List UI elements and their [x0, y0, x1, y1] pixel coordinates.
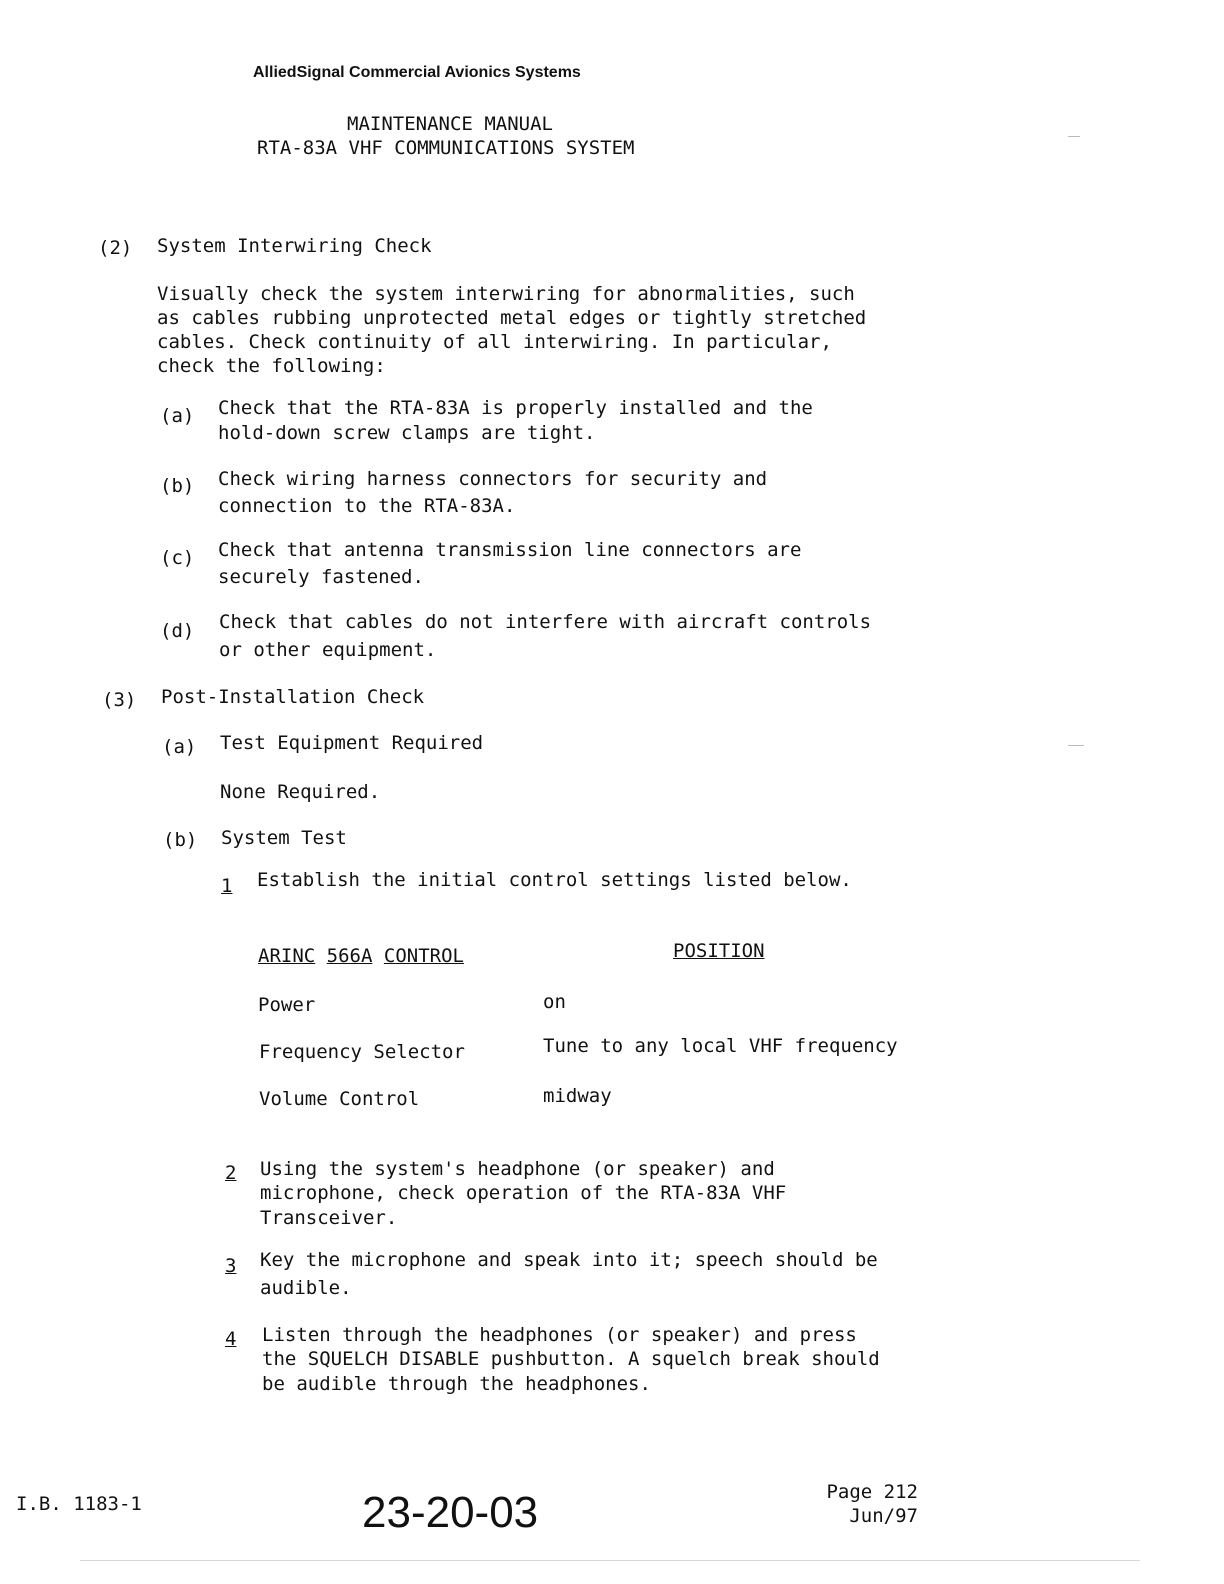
- item-d-line: Check that cables do not interfere with aircraft controls: [219, 611, 872, 633]
- section2-paragraph-line: Visually check the system interwiring for abnormalities, such: [157, 283, 855, 305]
- step4-number: 4: [225, 1328, 237, 1350]
- scan-mark: [1068, 136, 1080, 137]
- item-c-label: (c): [160, 547, 195, 569]
- system-title: RTA-83A VHF COMMUNICATIONS SYSTEM: [257, 137, 635, 159]
- footer-ib-number: I.B. 1183-1: [16, 1493, 142, 1515]
- footer-date: Jun/97: [849, 1505, 918, 1527]
- table-row-control: Volume Control: [259, 1088, 420, 1110]
- header-arinc: ARINC: [258, 945, 316, 967]
- section3-title: Post-Installation Check: [161, 686, 425, 708]
- step2-line: microphone, check operation of the RTA-83A VHF: [260, 1182, 787, 1204]
- footer-document-number: 23-20-03: [362, 1488, 539, 1537]
- scan-mark: [1068, 745, 1084, 746]
- table-row-position: midway: [543, 1085, 612, 1107]
- section3-b-title: System Test: [221, 827, 347, 849]
- item-a-label: (a): [160, 405, 195, 427]
- item-b-line: connection to the RTA-83A.: [218, 495, 516, 517]
- section3-b-label: (b): [163, 829, 198, 851]
- section3-a-body: None Required.: [220, 781, 381, 803]
- section2-title: System Interwiring Check: [157, 235, 432, 257]
- table-row-control: Power: [258, 994, 316, 1016]
- step4-line: be audible through the headphones.: [262, 1373, 651, 1395]
- header-566a: 566A: [326, 945, 373, 967]
- table-row-position: on: [543, 991, 566, 1013]
- company-name: AlliedSignal Commercial Avionics Systems: [253, 64, 581, 81]
- section2-number: (2): [98, 237, 133, 259]
- section2-paragraph-line: check the following:: [157, 355, 386, 377]
- step4-line: the SQUELCH DISABLE pushbutton. A squelch break should: [262, 1348, 880, 1370]
- item-b-line: Check wiring harness connectors for security and: [218, 468, 768, 490]
- item-b-label: (b): [160, 475, 195, 497]
- step3-line: audible.: [260, 1277, 352, 1299]
- step3-line: Key the microphone and speak into it; speech should be: [260, 1249, 878, 1271]
- step4-line: Listen through the headphones (or speaker) and press: [262, 1324, 857, 1346]
- bottom-scan-line: [80, 1560, 1140, 1561]
- header-control: CONTROL: [383, 945, 464, 967]
- item-a-line: hold-down screw clamps are tight.: [218, 422, 596, 444]
- item-d-line: or other equipment.: [219, 639, 437, 661]
- section2-paragraph-line: as cables rubbing unprotected metal edges or tightly stretched: [157, 307, 867, 329]
- step1-number: 1: [221, 875, 233, 897]
- step2-number: 2: [225, 1162, 237, 1184]
- section3-number: (3): [102, 689, 137, 711]
- step1-text: Establish the initial control settings listed below.: [257, 869, 852, 891]
- step2-line: Transceiver.: [260, 1207, 398, 1229]
- table-header-position: POSITION: [673, 940, 765, 962]
- item-d-label: (d): [160, 620, 195, 642]
- step2-line: Using the system's headphone (or speaker) and: [260, 1158, 775, 1180]
- item-c-line: Check that antenna transmission line connectors are: [218, 539, 802, 561]
- step3-number: 3: [225, 1255, 237, 1277]
- table-row-position: Tune to any local VHF frequency: [543, 1035, 898, 1057]
- footer-page: Page 212: [826, 1481, 918, 1503]
- section3-a-title: Test Equipment Required: [220, 732, 484, 754]
- section3-a-label: (a): [162, 736, 197, 758]
- section2-paragraph-line: cables. Check continuity of all interwiring. In particular,: [157, 331, 832, 353]
- table-header-control: [258, 944, 464, 968]
- item-c-line: securely fastened.: [218, 566, 424, 588]
- manual-title: MAINTENANCE MANUAL: [347, 113, 553, 135]
- item-a-line: Check that the RTA-83A is properly installed and the: [218, 397, 813, 419]
- table-row-control: Frequency Selector: [259, 1041, 465, 1063]
